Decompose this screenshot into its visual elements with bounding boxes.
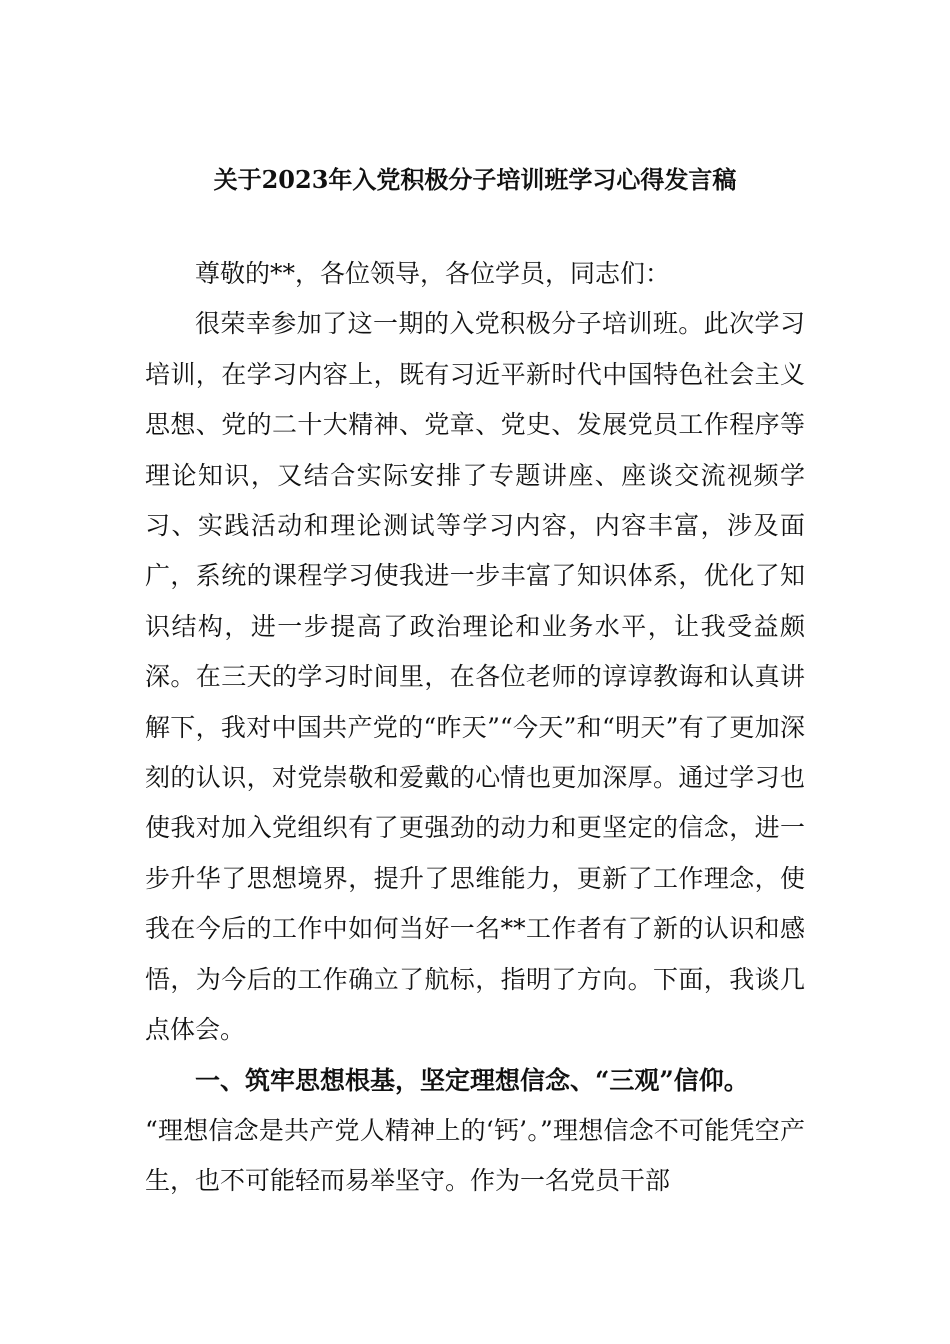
section-paragraph: “理想信念是共产党人精神上的‘钙’。”理想信念不可能凭空产生，也不可能轻而易举坚守。作为一名党员干部: [145, 1115, 805, 1196]
salutation-paragraph: 尊敬的**，各位领导，各位学员，同志们：: [195, 259, 671, 288]
document-title: 关于2023年入党积极分子培训班学习心得发言稿: [213, 165, 737, 194]
intro-paragraph: 很荣幸参加了这一期的入党积极分子培训班。此次学习培训，在学习内容上，既有习近平新时代中国特色社会主义思想、党的二十大精神、党章、党史、发展党员工作程序等理论知识，又结合实际安排了专题讲座、座谈交流视频学习、实践活动和理论测试等学习内容，内容丰富，涉及面广，系统的课程学习使我进一步丰富了知识体系，优化了知识结构，进一步提高了政治理论和业务水平，让我受益颇深。在三天的学习时间里，在各位老师的谆谆教诲和认真讲解下，我对中国共产党的“昨天”“今天”和“明天”有了更加深刻的认识，对党崇敬和爱戴的心情也更加深厚。通过学习也使我对加入党组织有了更强劲的动力和更坚定的信念，进一步升华了思想境界，提升了思维能力，更新了工作理念，使我在今后的工作中如何当好一名**工作者有了新的认识和感悟，为今后的工作确立了航标，指明了方向。下面，我谈几点体会。: [145, 309, 805, 1045]
section-heading: 一、筑牢思想根基，坚定理想信念、“三观”信仰。: [195, 1065, 749, 1095]
document-body: [145, 249, 805, 1207]
